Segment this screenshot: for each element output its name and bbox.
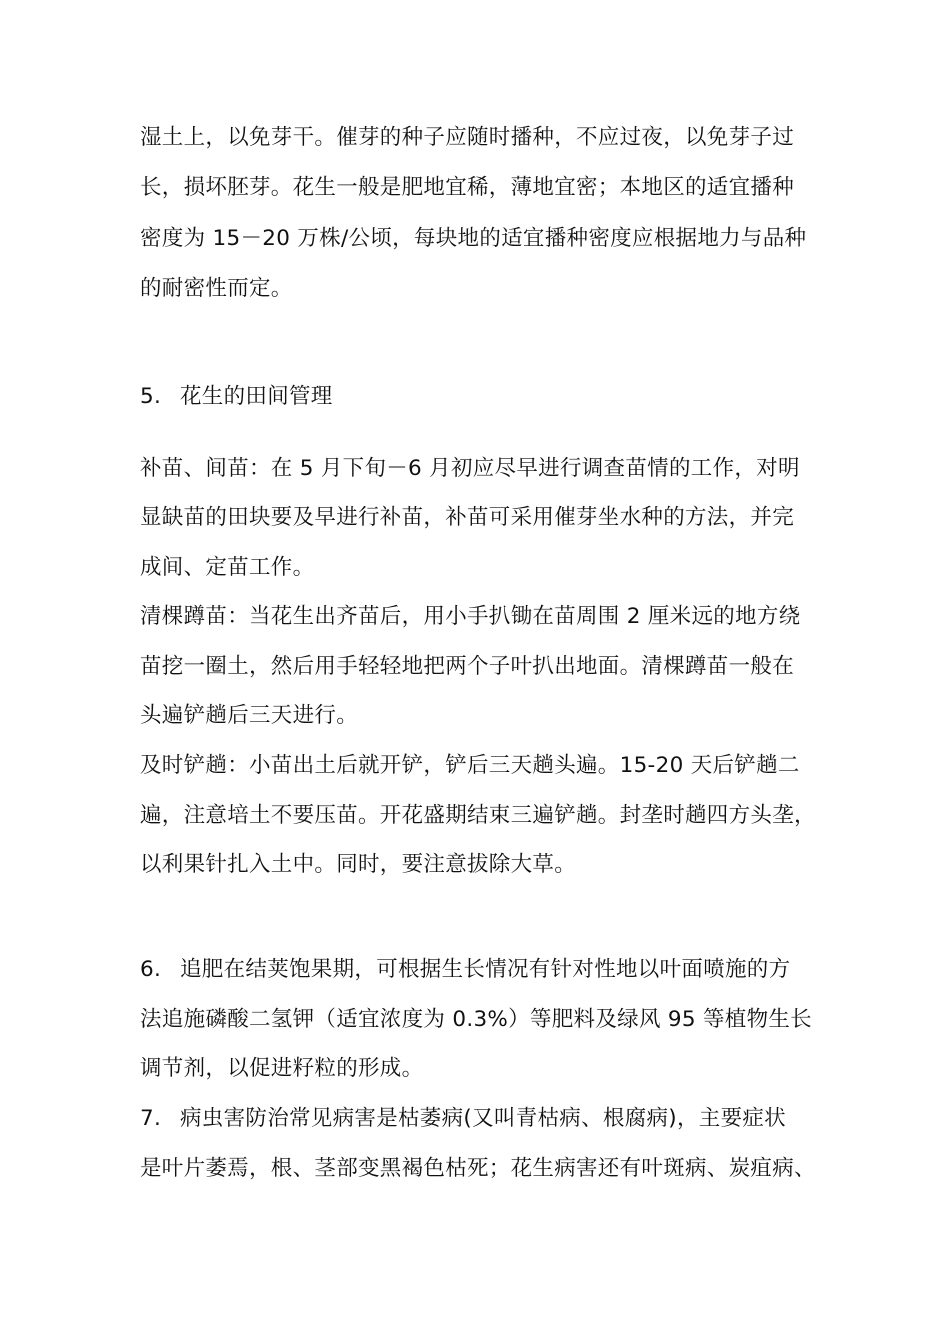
section-title: 花生的田间管理	[180, 384, 333, 409]
paragraph-line: 的耐密性而定。	[140, 276, 293, 301]
section-number: 6.	[140, 957, 162, 982]
paragraph-line: 是叶片萎焉，根、茎部变黑褐色枯死；花生病害还有叶斑病、炭疽病、	[140, 1156, 816, 1181]
paragraph-line: 调节剂，以促进籽粒的形成。	[140, 1056, 424, 1081]
paragraph-line: 密度为 15－20 万株/公顷，每块地的适宜播种密度应根据地力与品种	[140, 226, 807, 251]
paragraph-line: 法追施磷酸二氢钾（适宜浓度为 0.3%）等肥料及绿风 95 等植物生长	[140, 1007, 812, 1032]
paragraph-line: 清棵蹲苗：当花生出齐苗后，用小手扒锄在苗周围 2 厘米远的地方绕	[140, 604, 801, 629]
paragraph-line: 湿土上，以免芽干。催芽的种子应随时播种，不应过夜，以免芽子过	[140, 125, 795, 150]
section-number: 5.	[140, 384, 162, 409]
paragraph-line: 补苗、间苗：在 5 月下旬－6 月初应尽早进行调查苗情的工作，对明	[140, 456, 800, 481]
paragraph-line: 显缺苗的田块要及早进行补苗，补苗可采用催芽坐水种的方法，并完	[140, 505, 795, 530]
paragraph-line: 成间、定苗工作。	[140, 555, 315, 580]
section-text: 追肥在结荚饱果期，可根据生长情况有针对性地以叶面喷施的方	[180, 957, 791, 982]
paragraph-line: 长，损坏胚芽。花生一般是肥地宜稀，薄地宜密；本地区的适宜播种	[140, 175, 795, 200]
section-heading-5	[140, 383, 830, 411]
section-7-line	[140, 1105, 830, 1133]
section-number: 7.	[140, 1106, 162, 1131]
paragraph-line: 苗挖一圈土，然后用手轻轻地把两个子叶扒出地面。清棵蹲苗一般在	[140, 654, 795, 679]
paragraph-line: 以利果针扎入土中。同时，要注意拔除大草。	[140, 852, 577, 877]
section-6-line	[140, 956, 830, 984]
paragraph-line: 及时铲趟：小苗出土后就开铲，铲后三天趟头遍。15-20 天后铲趟二	[140, 753, 800, 778]
paragraph-line: 头遍铲趟后三天进行。	[140, 703, 359, 728]
section-text: 病虫害防治常见病害是枯萎病(又叫青枯病、根腐病)，主要症状	[180, 1106, 786, 1131]
paragraph-line: 遍，注意培土不要压苗。开花盛期结束三遍铲趟。封垄时趟四方头垄，	[140, 803, 816, 828]
